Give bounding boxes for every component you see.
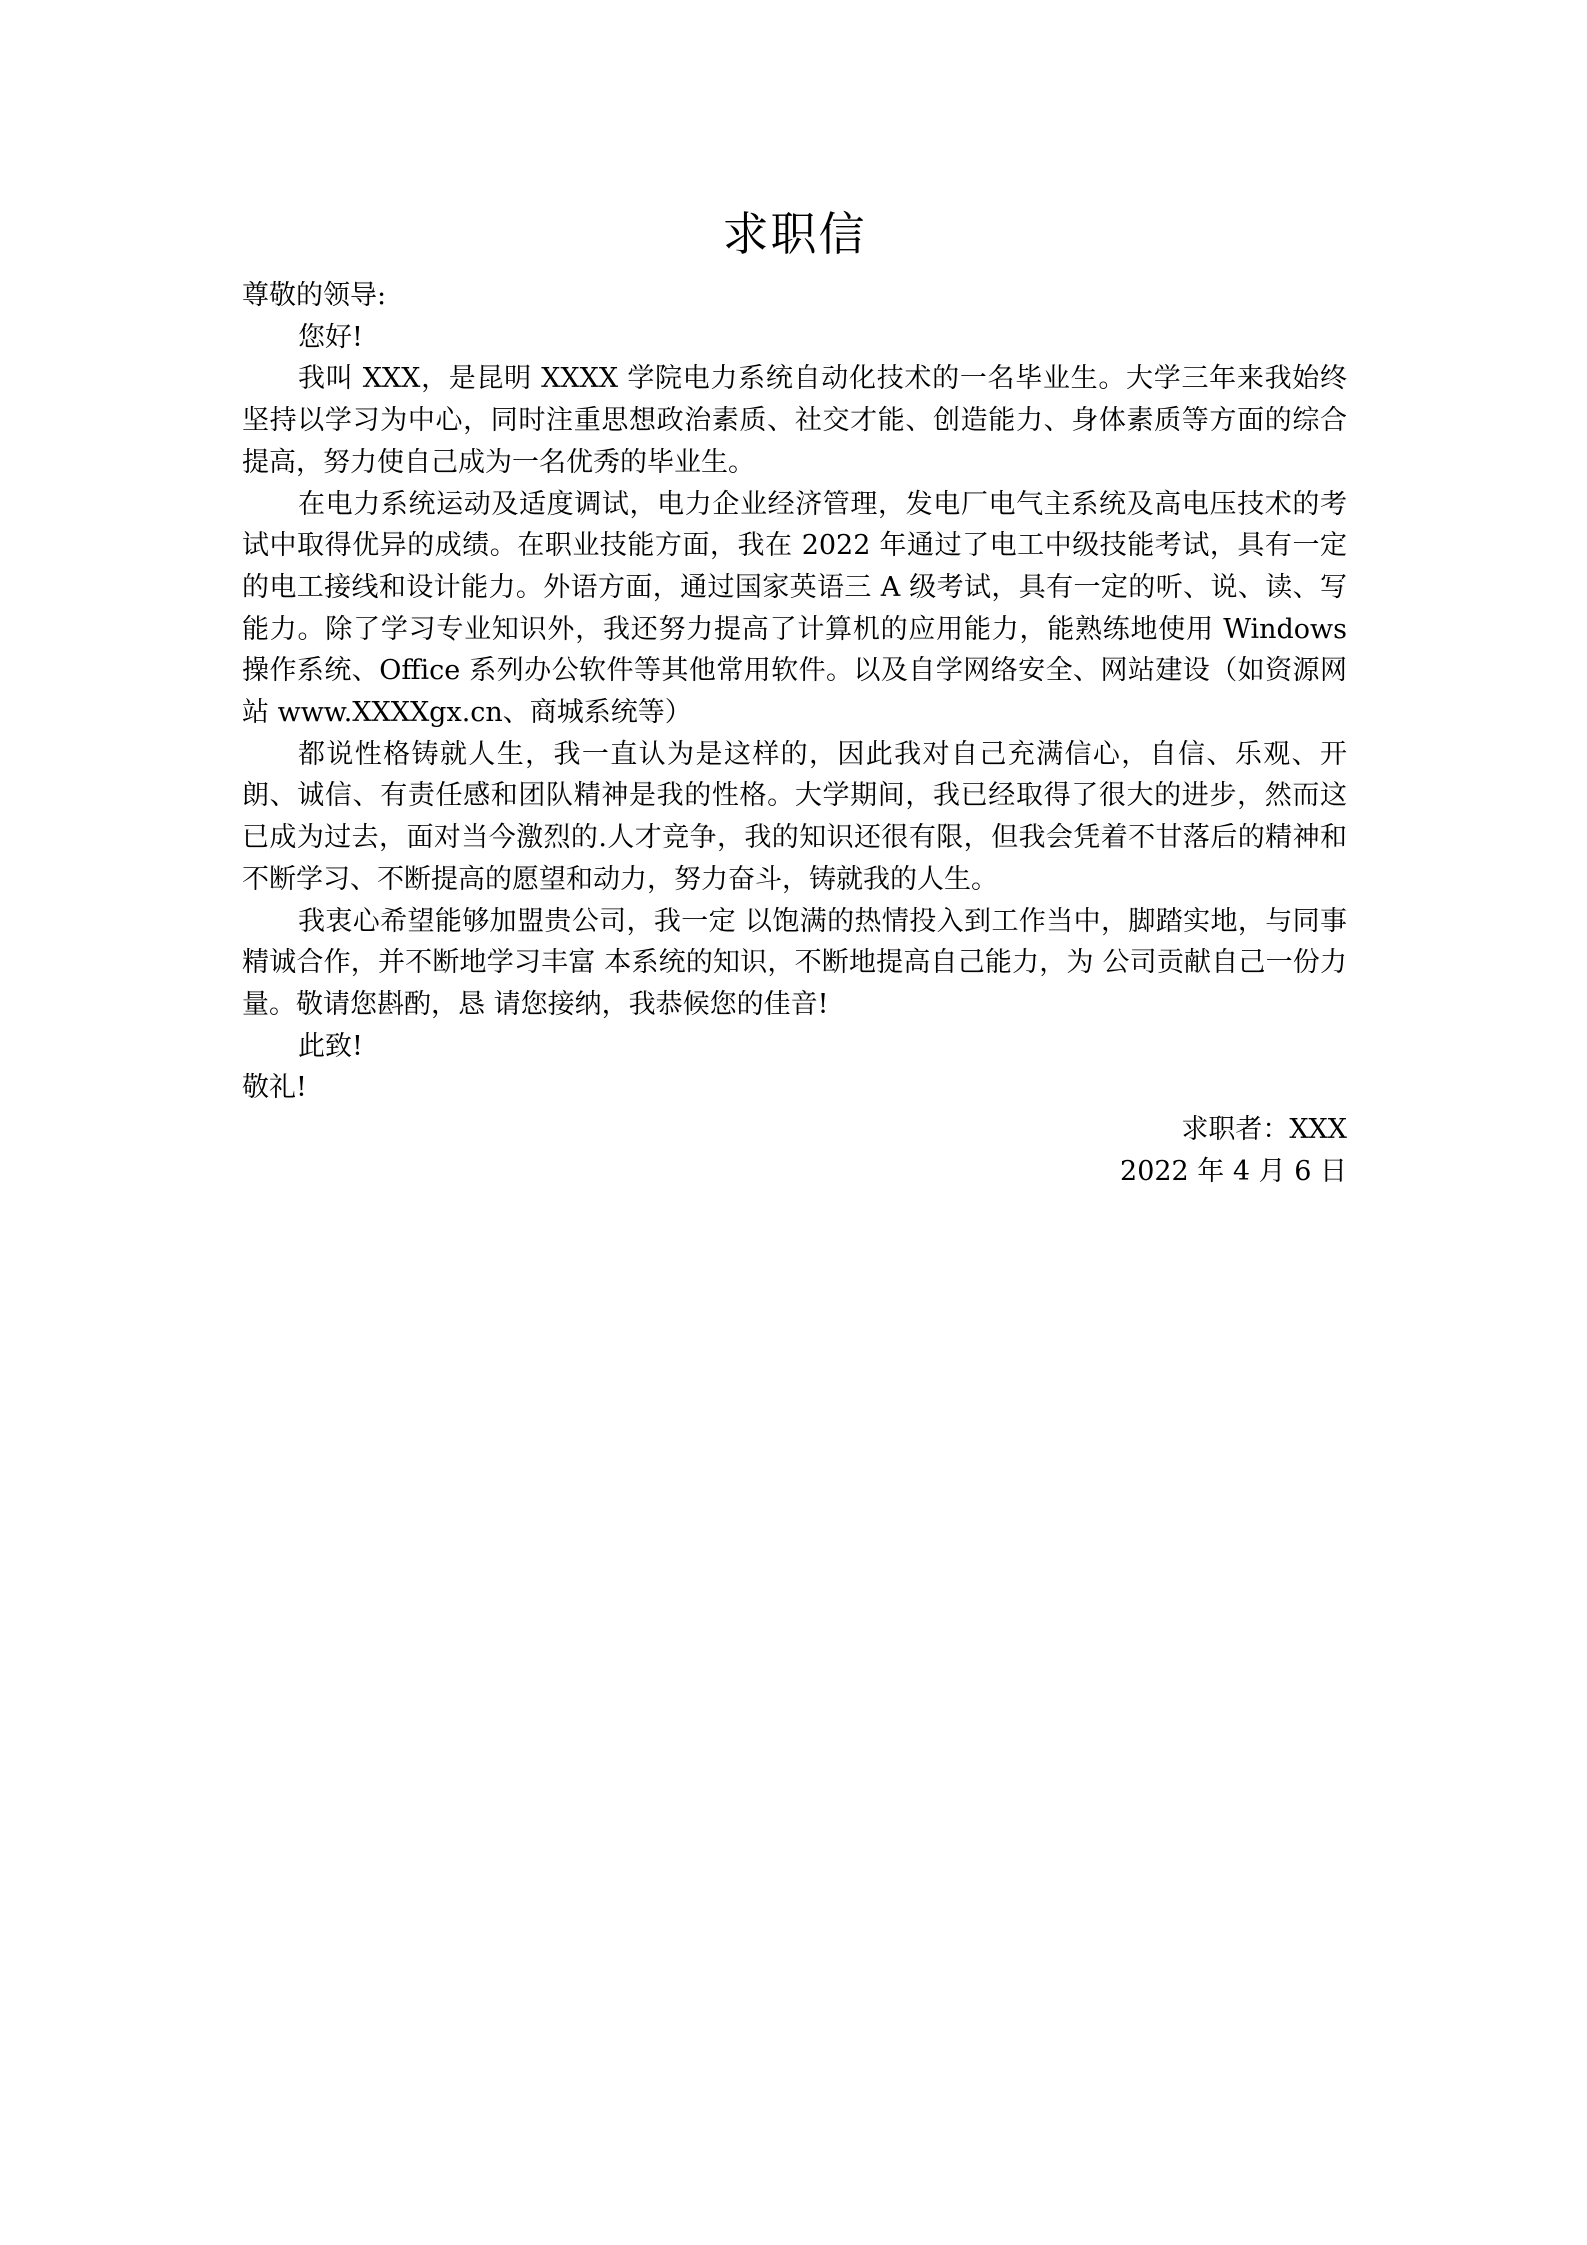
closing-2: 敬礼!	[242, 1072, 307, 1104]
greeting: 您好!	[298, 321, 363, 353]
paragraph-character: 都说性格铸就人生，我一直认为是这样的，因此我对自己充满信心，自信、乐观、开朗、诚信、有责任感和团队精神是我的性格。大学期间，我已经取得了很大的进步，然而这已成为过去，面对当今激烈的.人才竞争，我的知识还很有限，但我会凭着不甘落后的精神和不断学习、不断提高的愿望和动力，努力奋斗，铸就我的人生。	[242, 738, 1347, 895]
paragraph-hope: 我衷心希望能够加盟贵公司，我一定 以饱满的热情投入到工作当中，脚踏实地，与同事精诚合作，并不断地学习丰富 本系统的知识，不断地提高自己能力，为 公司贡献自己一份力量。敬请您斟酌，恳 请您接纳，我恭候您的佳音!	[242, 905, 1347, 1020]
paragraph-introduction: 我叫 XXX，是昆明 XXXX 学院电力系统自动化技术的一名毕业生。大学三年来我始终坚持以学习为中心，同时注重思想政治素质、社交才能、创造能力、身体素质等方面的综合提高，努力使自己成为一名优秀的毕业生。	[242, 363, 1347, 478]
salutation: 尊敬的领导:	[242, 280, 387, 311]
signature: 求职者：XXX	[1181, 1114, 1347, 1146]
closing-1: 此致!	[298, 1030, 363, 1062]
letter-body	[242, 275, 1347, 1192]
paragraph-skills: 在电力系统运动及适度调试，电力企业经济管理，发电厂电气主系统及高电压技术的考试中取得优异的成绩。在职业技能方面，我在 2022 年通过了电工中级技能考试，具有一定的电工接线和设计能力。外语方面，通过国家英语三 A 级考试，具有一定的听、说、读、写能力。除了学习专业知识外，我还努力提高了计算机的应用能力，能熟练地使用 Windows 操作系统、Office 系列办公软件等其他常用软件。以及自学网络安全、网站建设（如资源网站 www.XXXXgx.cn、商城系统等）	[242, 488, 1347, 729]
letter-title: 求职信	[722, 207, 867, 261]
letter-date: 2022 年 4 月 6 日	[1120, 1155, 1347, 1187]
